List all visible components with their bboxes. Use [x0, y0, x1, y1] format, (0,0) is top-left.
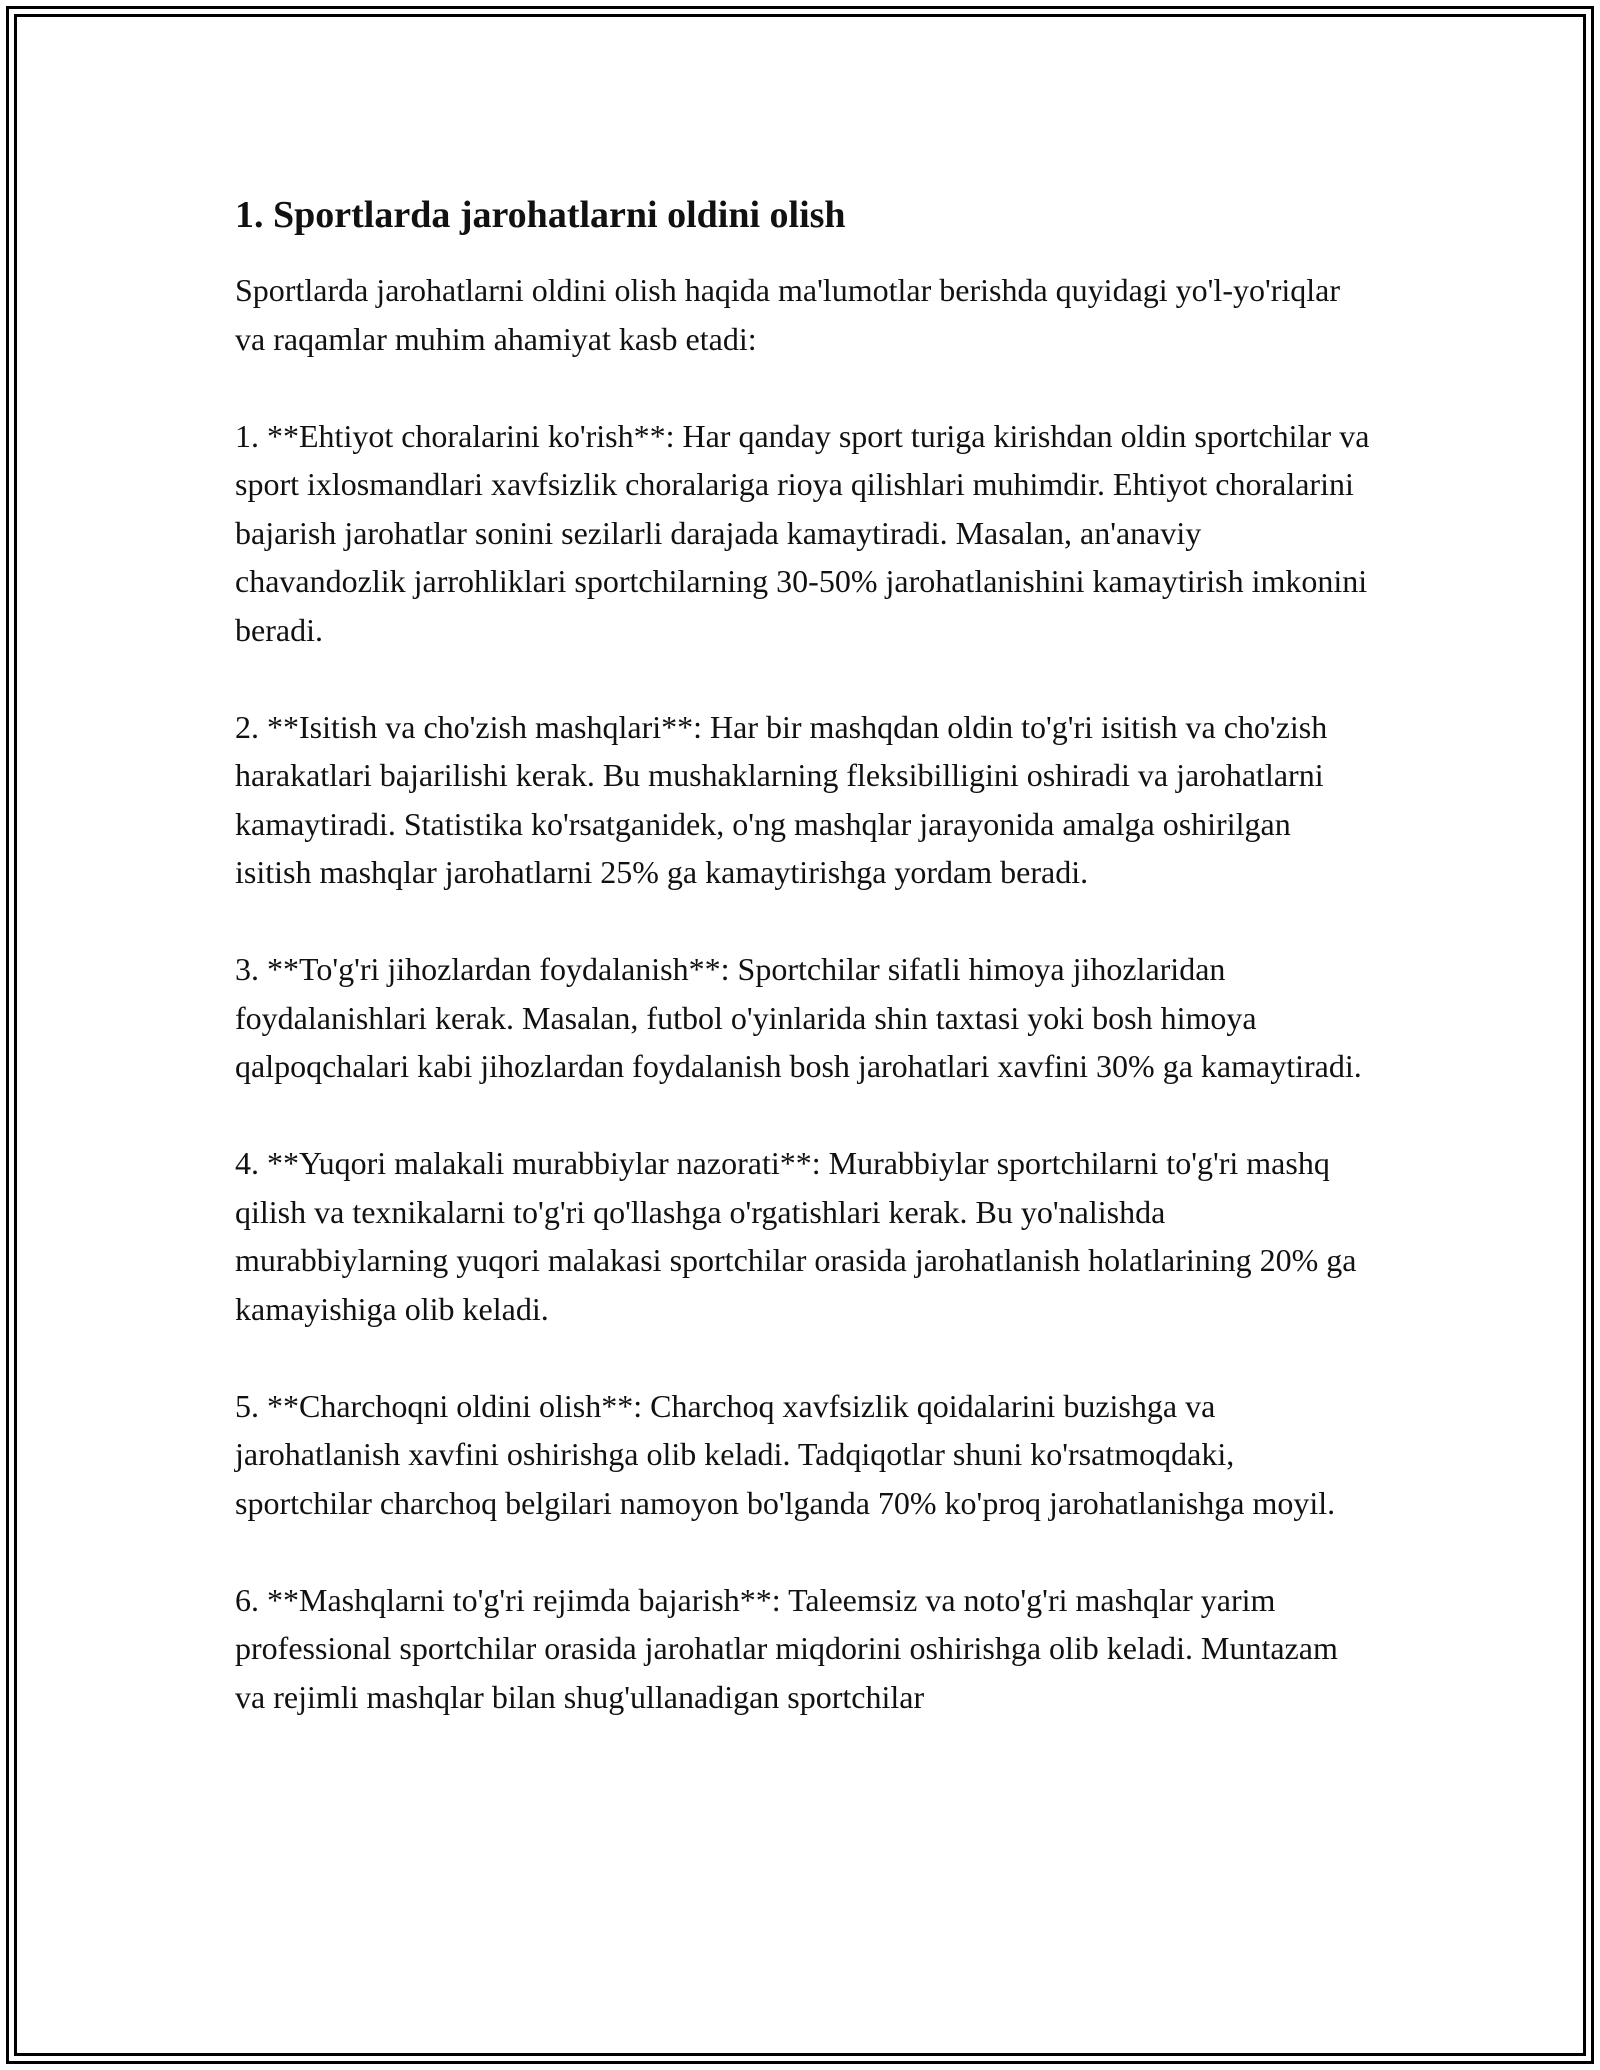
list-item-3: 3. **To'g'ri jihozlardan foydalanish**: Sportchilar sifatli himoya jihozlaridan foydalanishlari kerak. Masalan, futbol o'yinlarida shin taxtasi yoki bosh himoya qalpoqchalari kabi jihozlardan foydalanish bosh jarohatlari xavfini 30% ga kamaytiradi.	[235, 951, 1362, 1084]
list-item-1: 1. **Ehtiyot choralarini ko'rish**: Har qanday sport turiga kirishdan oldin sportchilar va sport ixlosmandlari xavfsizlik choralariga rioya qilishlari muhimdir. Ehtiyot choralarini bajarish jarohatlar sonini sezilarli darajada kamaytiradi. Masalan, an'anaviy chavandozlik jarrohliklari sportchilarning 30-50% jarohatlanishini kamaytirish imkonini beradi.	[235, 417, 1370, 648]
document-title: 1. Sportlarda jarohatlarni oldini olish	[235, 194, 846, 236]
intro-paragraph: Sportlarda jarohatlarni oldini olish haqida ma'lumotlar berishda quyidagi yo'l-yo'riqlar va raqamlar muhim ahamiyat kasb etadi:	[235, 272, 1341, 357]
list-item-6: 6. **Mashqlarni to'g'ri rejimda bajarish**: Taleemsiz va noto'g'ri mashqlar yarim professional sportchilar orasida jarohatlar miqdorini oshirishga olib keladi. Muntazam va rejimli mashqlar bilan shug'ullanadigan sportchilar	[235, 1581, 1338, 1715]
list-item-5: 5. **Charchoqni oldini olish**: Charchoq xavfsizlik qoidalarini buzishga va jarohatlanish xavfini oshirishga olib keladi. Tadqiqotlar shuni ko'rsatmoqdaki, sportchilar charchoq belgilari namoyon bo'lganda 70% ko'proq jarohatlanishga moyil.	[235, 1387, 1336, 1521]
document-body	[235, 190, 1375, 1770]
list-item-4: 4. **Yuqori malakali murabbiylar nazorati**: Murabbiylar sportchilarni to'g'ri mashq qilish va texnikalarni to'g'ri qo'llashga o'rgatishlari kerak. Bu yo'nalishda murabbiylarning yuqori malakasi sportchilar orasida jarohatlanish holatlarining 20% ga kamayishiga olib keladi.	[235, 1145, 1357, 1327]
list-item-2: 2. **Isitish va cho'zish mashqlari**: Har bir mashqdan oldin to'g'ri isitish va cho'zish harakatlari bajarilishi kerak. Bu mushaklarning fleksibilligini oshiradi va jarohatlarni kamaytiradi. Statistika ko'rsatganidek, o'ng mashqlar jarayonida amalga oshirilgan isitish mashqlar jarohatlarni 25% ga kamaytirishga yordam beradi.	[235, 708, 1328, 890]
